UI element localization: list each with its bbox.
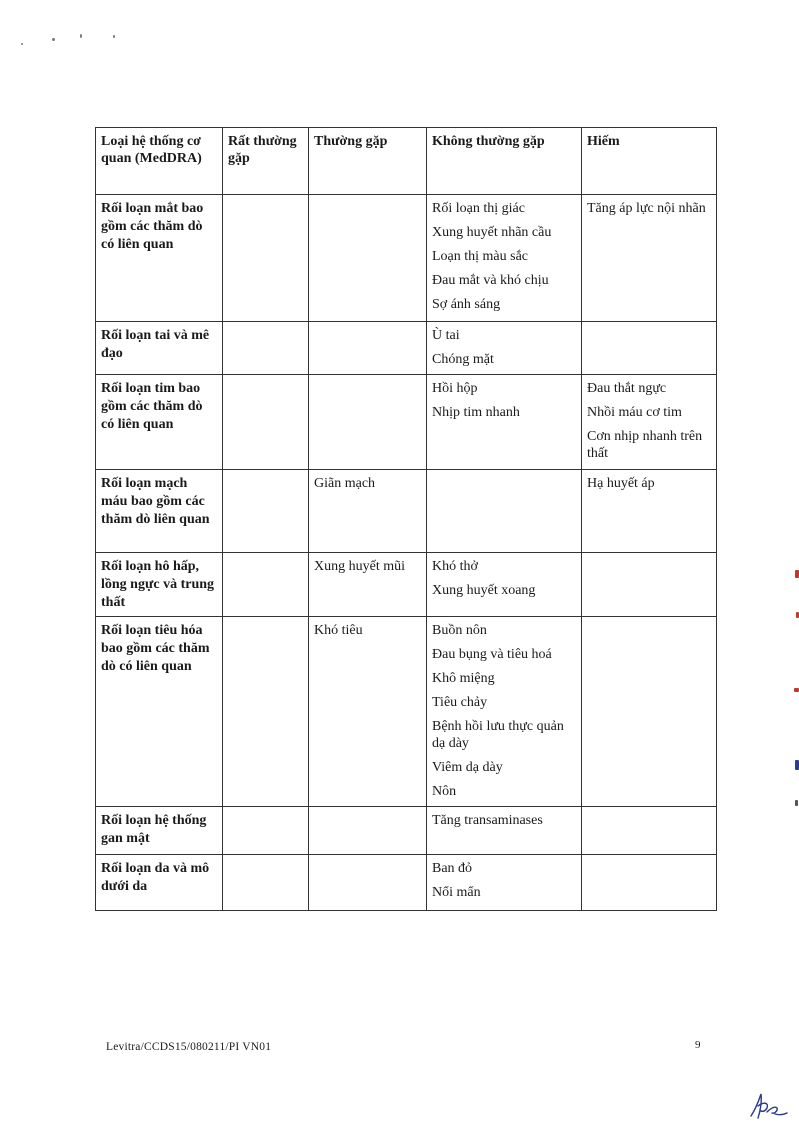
reaction-item: Nôn [432,784,457,799]
reaction-item: Khó thở [432,559,478,574]
table-row [96,322,717,375]
reaction-item: Cơn nhịp nhanh trên thất [587,429,703,461]
very-common-cell [223,195,309,322]
header-very-common: Rất thường gặp [223,128,309,195]
common-cell [309,807,427,855]
reaction-item: Nhồi máu cơ tim [587,405,682,420]
organ-class-cell: Rối loạn tai và mê đạo [96,322,223,375]
table-row [96,375,717,470]
header-common: Thường gặp [309,128,427,195]
rare-cell [582,195,717,322]
table-row [96,553,717,617]
rare-cell [582,855,717,911]
reaction-item: Đau thắt ngực [587,381,667,396]
signature-icon [745,1088,791,1124]
margin-mark [794,688,799,692]
reaction-item: Nổi mẩn [432,885,481,900]
rare-cell [582,470,717,553]
uncommon-cell [427,375,582,470]
reaction-item: Xung huyết nhãn cầu [432,225,552,240]
scan-speck [113,35,115,38]
very-common-cell [223,855,309,911]
rare-cell [582,375,717,470]
margin-mark [795,760,799,770]
reaction-item: Nhịp tim nhanh [432,405,520,420]
reaction-item: Đau mắt và khó chịu [432,273,549,288]
table-row [96,855,717,911]
reaction-item: Xung huyết xoang [432,583,536,598]
page-number: 9 [695,1039,701,1051]
reaction-item: Loạn thị màu sắc [432,249,529,264]
common-cell [309,617,427,807]
document-code: Levitra/CCDS15/080211/PI VN01 [106,1041,272,1053]
reaction-item: Chóng mặt [432,352,494,367]
table-row [96,617,717,807]
uncommon-cell [427,807,582,855]
uncommon-cell [427,195,582,322]
reaction-item: Sợ ánh sáng [432,297,501,312]
uncommon-cell [427,855,582,911]
very-common-cell [223,375,309,470]
rare-cell [582,322,717,375]
reaction-item: Tiêu chảy [432,695,488,710]
table-row [96,195,717,322]
reaction-item: Viêm dạ dày [432,760,503,775]
adverse-reactions-table [95,127,717,911]
uncommon-cell [427,553,582,617]
organ-class-cell: Rối loạn tiêu hóa bao gồm các thăm dò có liên quan [96,617,223,807]
common-cell [309,553,427,617]
very-common-cell [223,322,309,375]
common-cell [309,375,427,470]
reaction-item: Ban đỏ [432,861,473,876]
reaction-item: Hạ huyết áp [587,476,655,491]
uncommon-cell [427,470,582,553]
organ-class-cell: Rối loạn hô hấp, lồng ngực và trung thất [96,553,223,617]
rare-cell [582,617,717,807]
very-common-cell [223,807,309,855]
table-row [96,470,717,553]
margin-mark [795,800,798,806]
margin-mark [795,570,799,578]
reaction-item: Hồi hộp [432,381,478,396]
organ-class-cell: Rối loạn hệ thống gan mật [96,807,223,855]
organ-class-cell: Rối loạn mạch máu bao gồm các thăm dò liên quan [96,470,223,553]
header-row [96,128,717,195]
common-cell [309,855,427,911]
table-row [96,807,717,855]
reaction-item: Bệnh hồi lưu thực quản dạ dày [432,719,564,751]
header-uncommon: Không thường gặp [427,128,582,195]
reaction-item: Xung huyết mũi [314,559,405,574]
reaction-item: Khó tiêu [314,623,363,638]
reaction-item: Tăng áp lực nội nhãn [587,201,706,216]
header-rare: Hiếm [582,128,717,195]
rare-cell [582,553,717,617]
very-common-cell [223,553,309,617]
reaction-item: Ù tai [432,328,460,343]
reaction-item: Giãn mạch [314,476,376,491]
uncommon-cell [427,322,582,375]
common-cell [309,195,427,322]
organ-class-cell: Rối loạn tim bao gồm các thăm dò có liên quan [96,375,223,470]
reaction-item: Đau bụng và tiêu hoá [432,647,552,662]
common-cell [309,322,427,375]
uncommon-cell [427,617,582,807]
very-common-cell [223,617,309,807]
reaction-item: Khô miệng [432,671,495,686]
rare-cell [582,807,717,855]
common-cell [309,470,427,553]
organ-class-cell: Rối loạn mắt bao gồm các thăm dò có liên quan [96,195,223,322]
scan-speck [80,34,82,38]
header-organ-class: Loại hệ thống cơ quan (MedDRA) [96,128,223,195]
reaction-item: Buồn nôn [432,623,487,638]
very-common-cell [223,470,309,553]
scan-speck [21,43,23,45]
reaction-item: Rối loạn thị giác [432,201,525,216]
scan-speck [52,38,55,41]
organ-class-cell: Rối loạn da và mô dưới da [96,855,223,911]
reaction-item: Tăng transaminases [432,813,543,828]
